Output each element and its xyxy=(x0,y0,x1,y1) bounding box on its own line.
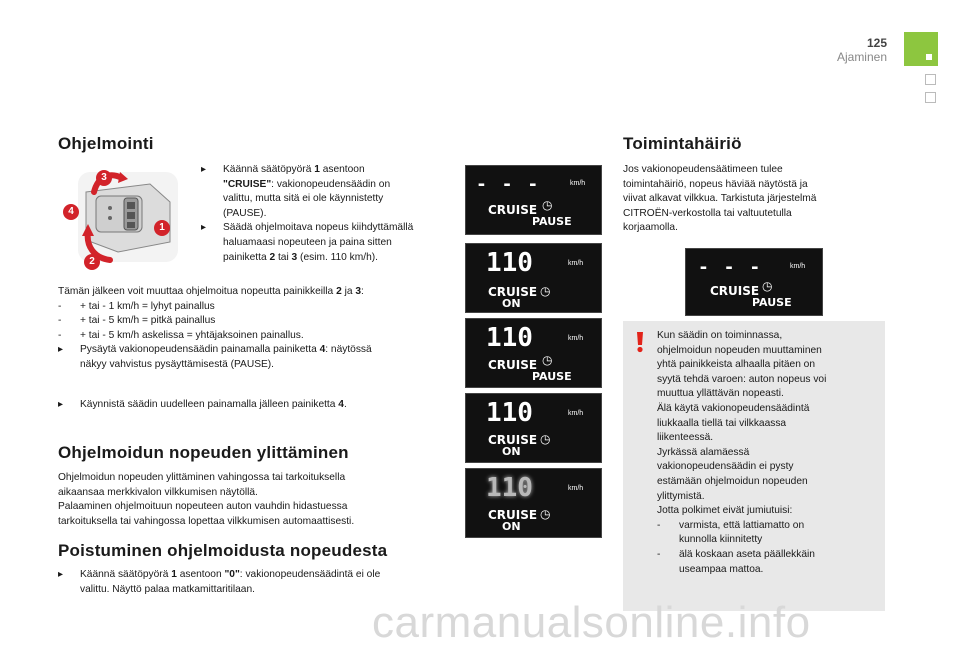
cruise-display-malfunction: - - - km/h CRUISE PAUSE ◷ xyxy=(685,248,823,316)
section-title-exceed: Ohjelmoidun nopeuden ylittäminen xyxy=(58,443,349,462)
tab-marker-icon xyxy=(926,54,932,60)
section-title-malfunction: Toimintahäiriö xyxy=(623,134,742,153)
arrow-bullet-icon: ▸ xyxy=(58,344,64,356)
callout-2: 2 xyxy=(84,254,100,270)
chapter-name: Ajaminen xyxy=(836,50,887,64)
page-number: 125 xyxy=(866,36,887,50)
exceed-paragraph: Ohjelmoidun nopeuden ylittäminen vahingossa tai tarkoituksella aikaansaa merkkivalon vilkkumisen näytöllä. Palaaminen ohjelmoituun nopeuteen auton vauhdin hidastuessa tarkoituksella tai vahingossa lopettaa vilkkumisen automaattisesti. xyxy=(58,472,355,527)
tab-square-icon xyxy=(925,74,936,85)
dash-item: - + tai - 1 km/h = lyhyt painallus xyxy=(58,300,215,312)
section-title-exit: Poistuminen ohjelmoidusta nopeudesta xyxy=(58,541,388,560)
speedometer-icon: ◷ xyxy=(540,507,551,521)
dash-item: - älä koskaan aseta päällekkäin useampaa mattoa. xyxy=(657,548,815,575)
speedometer-icon: ◷ xyxy=(540,284,551,298)
page-header xyxy=(837,36,887,64)
callout-4: 4 xyxy=(63,204,79,220)
arrow-bullet-icon: ▸ xyxy=(58,399,64,410)
warning-exclamation-icon xyxy=(633,331,647,353)
step-2: ▸ Säädä ohjelmoitava nopeus kiihdyttämällä haluamaasi nopeuteen ja paina sitten painiketta 2 tai 3 (esim. 110 km/h). xyxy=(201,221,459,265)
cruise-display-on-110-b: 110 km/h CRUISE ON ◷ xyxy=(465,393,602,463)
warning-text: Kun säädin on toiminnassa, ohjelmoidun nopeuden muuttaminen yhtä painikkeista alhaalla pitäen on syytä tehdä varoen: auton nopeus voi muuttua yllättävän nopeasti. Älä käytä vakionopeudensäädintä liukkaalla tiellä tai vilkkaassa liikenteessä. Jyrkässä alamäessä vakionopeudensäädin ei pysty estämään ohjelmoidun nopeuden ylittymistä. Jotta polkimet eivät jumiutuisi: - varmista, että lattiamatto on kunnolla kiinnitetty - älä koskaan aseta päällekkäin useampaa mattoa. xyxy=(657,329,879,577)
arrow-bullet-icon: ▸ xyxy=(201,222,207,234)
steering-control-illustration xyxy=(58,162,186,274)
restart-step: ▸ Käynnistä säädin uudelleen painamalla jälleen painiketta 4. xyxy=(58,398,458,413)
dash-item: - + tai - 5 km/h = pitkä painallus xyxy=(58,315,216,327)
speedometer-icon: ◷ xyxy=(540,432,551,446)
arrow-bullet-icon: ▸ xyxy=(58,569,64,580)
chapter-tab xyxy=(904,32,938,66)
dash-item: - varmista, että lattiamatto on kunnolla kiinnitetty xyxy=(657,519,805,546)
programming-steps xyxy=(201,163,459,265)
tab-square-icon xyxy=(925,92,936,103)
step-1: ▸ Käännä säätöpyörä 1 asentoon "CRUISE": vakionopeudensäädin on valittu, mutta sitä ei ole käynnistetty (PAUSE). xyxy=(201,163,459,221)
speedometer-icon: ◷ xyxy=(542,198,553,212)
dash-item: - + tai - 5 km/h askelissa = yhtäjaksoinen painallus. xyxy=(58,329,304,341)
exit-step: ▸ Käännä säätöpyörä 1 asentoon "0": vakionopeudensäädintä ei ole valittu. Näyttö palaa matkamittaritilaan. xyxy=(58,568,458,597)
cruise-display-on-110: 110 km/h CRUISE ON ◷ xyxy=(465,243,602,313)
warning-box xyxy=(623,321,885,611)
speedometer-icon: ◷ xyxy=(762,279,773,293)
section-title-programming: Ohjelmointi xyxy=(58,134,154,153)
cruise-display-pause-dashes: - - - km/h CRUISE PAUSE ◷ xyxy=(465,165,602,235)
pause-step: ▸ Pysäytä vakionopeudensäädin painamalla painiketta 4: näytössä näkyy vahvistus pysäyttämisestä (PAUSE). xyxy=(58,343,458,372)
malfunction-paragraph: Jos vakionopeudensäätimeen tulee toimintahäiriö, nopeus häviää näytöstä ja viivat alkavat vilkkua. Tarkistuta järjestelmä CITROËN-verkostolla tai valtuutetulla korjaamolla. xyxy=(623,164,817,234)
cruise-display-pause-110: 110 km/h CRUISE PAUSE ◷ xyxy=(465,318,602,388)
arrow-bullet-icon: ▸ xyxy=(201,164,207,175)
callout-3: 3 xyxy=(96,170,112,186)
watermark: carmanualsonline.info xyxy=(372,598,811,647)
callout-1: 1 xyxy=(154,220,170,236)
cruise-display-on-110-blinking: 110 km/h CRUISE ON ◷ xyxy=(465,468,602,538)
adjust-instructions: Tämän jälkeen voit muuttaa ohjelmoitua nopeutta painikkeilla 2 ja 3: - + tai - 1 km/h = lyhyt painallus - + tai - 5 km/h = pitkä painallus - + tai - 5 km/h askelissa = yhtäjaksoinen painallus. ▸ Pysäytä vakionopeudensäädin painamalla painiketta 4: näytössä näkyy vahvistus pysäyttämisestä (PAUSE). xyxy=(58,285,458,373)
speedometer-icon: ◷ xyxy=(542,353,553,367)
